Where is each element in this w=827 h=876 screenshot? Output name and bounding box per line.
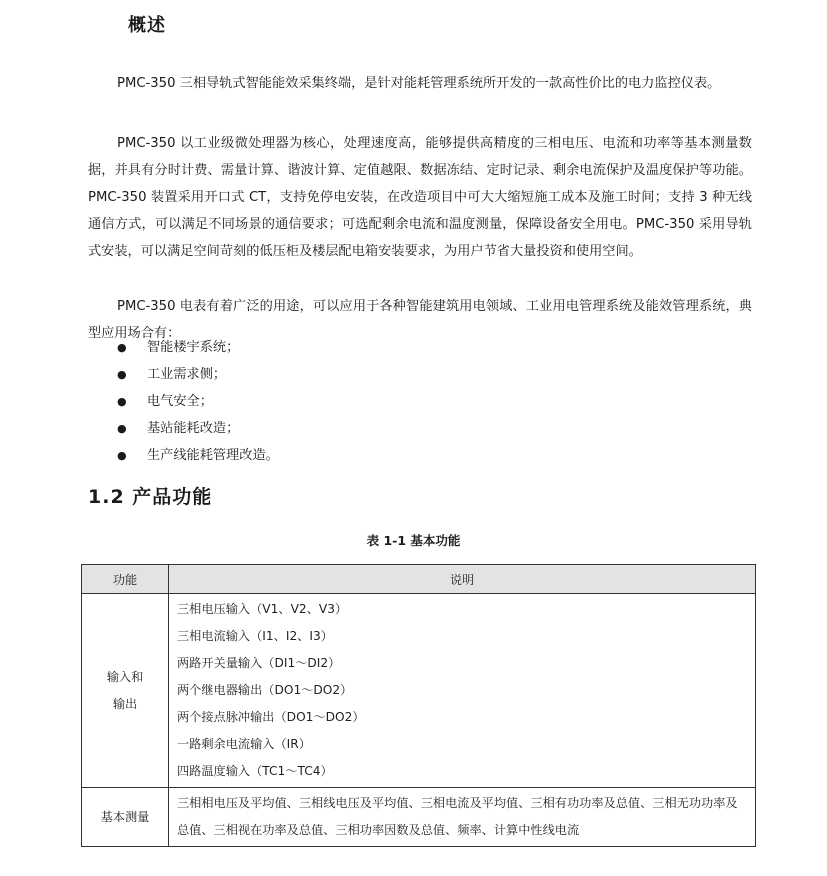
- table-row: [82, 788, 756, 847]
- list-item-text: 基站能耗改造；: [147, 421, 240, 436]
- description-cell: [169, 594, 756, 788]
- bullet-icon: ●: [117, 449, 127, 462]
- description-item: 三相电压输入（V1、V2、V3）: [177, 602, 348, 616]
- table-caption: 表 1-1 基本功能: [366, 533, 461, 548]
- function-table: [81, 564, 756, 847]
- intro-paragraph: PMC-350 三相导轨式智能能效采集终端，是针对能耗管理系统所开发的一款高性价比的电力监控仪表。: [117, 76, 721, 92]
- description-item: 两个接点脉冲输出（DO1～DO2）: [177, 710, 365, 724]
- section-heading: 1.2 产品功能: [88, 486, 213, 508]
- bullet-icon: ●: [117, 422, 127, 435]
- description-item: 三相电流输入（I1、I2、I3）: [177, 629, 333, 643]
- bullet-icon: ●: [117, 341, 127, 354]
- function-cell: 基本测量: [82, 788, 169, 847]
- list-item-text: 电气安全；: [147, 394, 213, 409]
- function-cell: [82, 594, 169, 788]
- table-header-row: [82, 565, 756, 594]
- description-text: 三相相电压及平均值、三相线电压及平均值、三相电流及平均值、三相有功功率及总值、三相无功功率及总值、三相视在功率及总值、三相功率因数及总值、频率、计算中性线电流: [177, 796, 738, 837]
- description-cell: [169, 788, 756, 847]
- list-item: [117, 442, 279, 469]
- function-label-line: 输入和: [106, 669, 144, 684]
- list-item-text: 生产线能耗管理改造。: [147, 448, 279, 463]
- column-header-description: 说明: [169, 565, 756, 594]
- bullet-icon: ●: [117, 395, 127, 408]
- application-list: [117, 334, 279, 469]
- description-item: 一路剩余电流输入（IR）: [177, 737, 311, 751]
- list-item: [117, 361, 279, 388]
- list-item-text: 智能楼宇系统；: [147, 340, 240, 355]
- list-item: [117, 334, 279, 361]
- function-label-line: 输出: [112, 696, 138, 711]
- list-item-text: 工业需求侧；: [147, 367, 227, 382]
- description-item: 四路温度输入（TC1～TC4）: [177, 764, 333, 778]
- overview-heading: 概述: [128, 15, 166, 36]
- description-item: 两个继电器输出（DO1～DO2）: [177, 683, 353, 697]
- description-item: 两路开关量输入（DI1～DI2）: [177, 656, 341, 670]
- table-row: [82, 594, 756, 788]
- bullet-icon: ●: [117, 368, 127, 381]
- core-features-paragraph: PMC-350 以工业级微处理器为核心，处理速度高，能够提供高精度的三相电压、电流和功率等基本测量数据，并具有分时计费、需量计算、谐波计算、定值越限、数据冻结、定时记录、剩余电流保护及温度保护等功能。PMC-350 装置采用开口式 CT，支持免停电安装，在改造项目中可大大缩短施工成本及施工时间；支持 3 种无线通信方式，可以满足不同场景的通信要求；可选配剩余电流和温度测量，保障设备安全用电。PMC-350 采用导轨式安装，可以满足空间苛刻的低压柜及楼层配电箱安装要求，为用户节省大量投资和使用空间。: [88, 136, 752, 260]
- list-item: [117, 388, 279, 415]
- column-header-function: 功能: [82, 565, 169, 594]
- applications-paragraph: PMC-350 电表有着广泛的用途，可以应用于各种智能建筑用电领域、工业用电管理系统及能效管理系统，典型应用场合有：: [88, 299, 752, 342]
- list-item: [117, 415, 279, 442]
